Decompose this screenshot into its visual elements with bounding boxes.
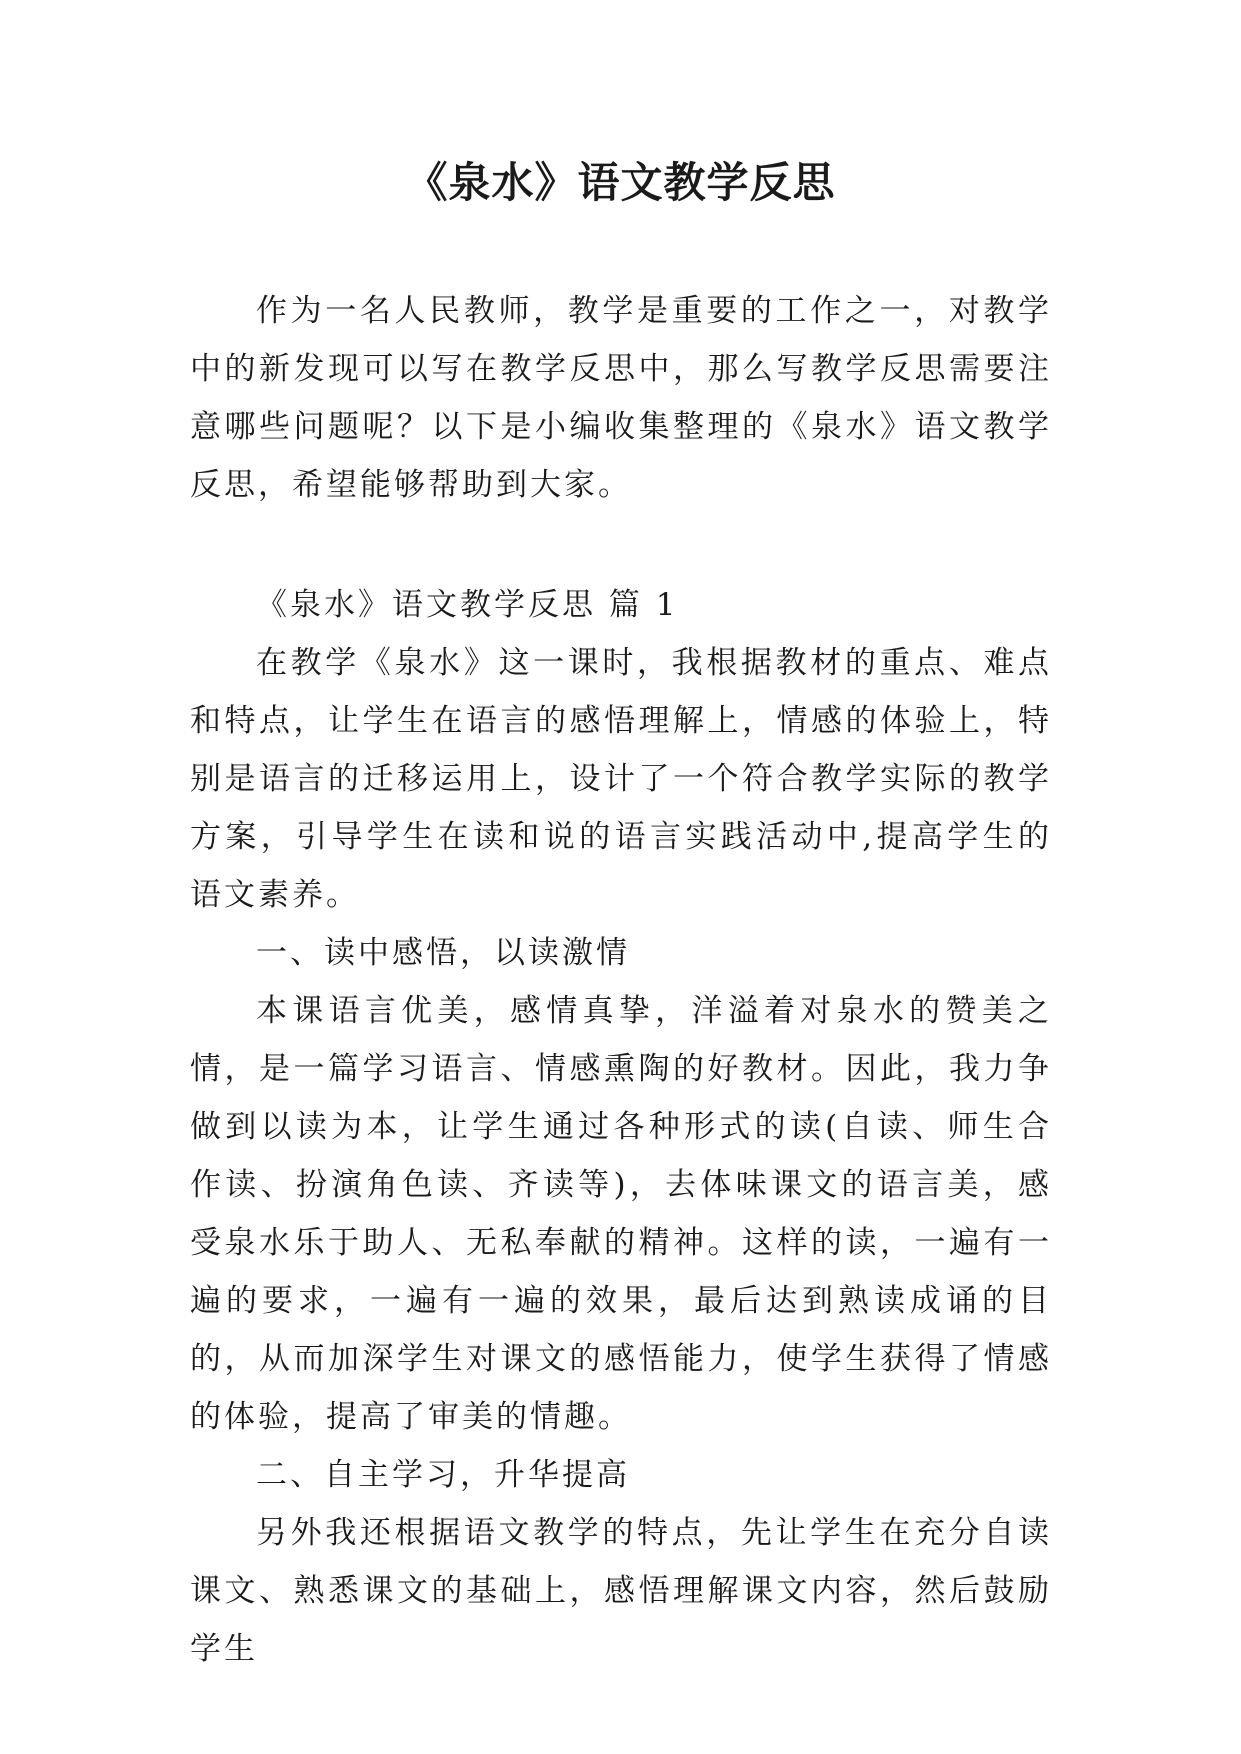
subheading-2: 二、自主学习，升华提高 (256, 1457, 630, 1493)
body-paragraph: 本课语言优美，感情真挚，洋溢着对泉水的赞美之情，是一篇学习语言、情感熏陶的好教材。因此，我力争做到以读为本，让学生通过各种形式的读(自读、师生合作读、扮演角色读、齐读等)，去体味课文的语言美，感受泉水乐于助人、无私奉献的精神。这样的读，一遍有一遍的要求，一遍有一遍的效果，最后达到熟读成诵的目的，从而加深学生对课文的感悟能力，使学生获得了情感的体验，提高了审美的情趣。 (190, 993, 1052, 1435)
section-block (190, 576, 1052, 1678)
intro-paragraph: 作为一名人民教师，教学是重要的工作之一，对教学中的新发现可以写在教学反思中，那么写教学反思需要注意哪些问题呢？以下是小编收集整理的《泉水》语文教学反思，希望能够帮助到大家。 (190, 293, 1052, 503)
section-heading: 《泉水》语文教学反思 篇 1 (256, 587, 679, 623)
body-paragraph: 另外我还根据语文教学的特点，先让学生在充分自读课文、熟悉课文的基础上，感悟理解课文内容，然后鼓励学生 (190, 1515, 1052, 1667)
subheading-1: 一、读中感悟，以读激情 (256, 935, 630, 971)
body-paragraph: 在教学《泉水》这一课时，我根据教材的重点、难点和特点，让学生在语言的感悟理解上，情感的体验上，特别是语言的迁移运用上，设计了一个符合教学实际的教学方案，引导学生在读和说的语言实践活动中,提高学生的语文素养。 (190, 645, 1052, 913)
intro-block (190, 282, 1052, 514)
document-title: 《泉水》语文教学反思 (405, 158, 836, 207)
